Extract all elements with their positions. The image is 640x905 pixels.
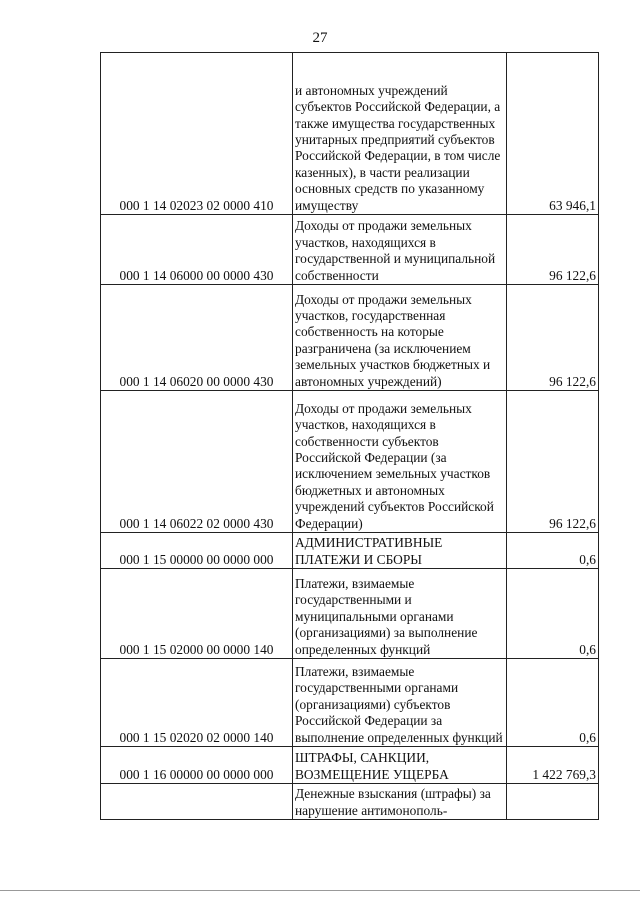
row-description: и автономных учреждений субъектов Российской Федерации, а также имущества государственных унитарных предприятий субъектов Российской Федерации, в том числе казенных), в части реализации основных средств по указанному имуществу: [293, 53, 507, 215]
table-row: [101, 533, 599, 569]
row-description: Доходы от продажи земельных участков, находящихся в собственности субъектов Российской Федерации (за исключением земельных участков бюджетных и автономных учреждений субъектов Российской Федерации): [293, 391, 507, 533]
page-number: 27: [312, 30, 328, 46]
row-amount: 0,6: [507, 569, 599, 659]
table-row: [101, 784, 599, 820]
row-description: АДМИНИСТРАТИВНЫЕ ПЛАТЕЖИ И СБОРЫ: [293, 533, 507, 569]
table-row: [101, 569, 599, 659]
row-description: Платежи, взимаемые государственными органами (организациями) субъектов Российской Федерации за выполнение определенных функций: [293, 659, 507, 747]
row-code: 000 1 16 00000 00 0000 000: [101, 747, 293, 784]
row-description: Доходы от продажи земельных участков, государственная собственность на которые разграничена (за исключением земельных участков бюджетных и автономных учреждений): [293, 285, 507, 391]
row-amount: 1 422 769,3: [507, 747, 599, 784]
row-amount: 96 122,6: [507, 215, 599, 285]
row-code: 000 1 14 02023 02 0000 410: [101, 53, 293, 215]
table-row: [101, 391, 599, 533]
row-description: ШТРАФЫ, САНКЦИИ, ВОЗМЕЩЕНИЕ УЩЕРБА: [293, 747, 507, 784]
table-row: [101, 285, 599, 391]
row-amount: [507, 784, 599, 820]
row-code: 000 1 14 06020 00 0000 430: [101, 285, 293, 391]
table-row: [101, 659, 599, 747]
table-row: [101, 53, 599, 215]
row-amount: 0,6: [507, 659, 599, 747]
row-code: 000 1 14 06000 00 0000 430: [101, 215, 293, 285]
row-amount: 0,6: [507, 533, 599, 569]
row-code: 000 1 14 06022 02 0000 430: [101, 391, 293, 533]
row-amount: 63 946,1: [507, 53, 599, 215]
row-description: Денежные взыскания (штрафы) за нарушение антимонополь-: [293, 784, 507, 820]
row-amount: 96 122,6: [507, 285, 599, 391]
page-bottom-divider: [0, 890, 640, 891]
row-code: 000 1 15 02000 00 0000 140: [101, 569, 293, 659]
row-code: 000 1 15 00000 00 0000 000: [101, 533, 293, 569]
row-description: Платежи, взимаемые государственными и муниципальными органами (организациями) за выполнение определенных функций: [293, 569, 507, 659]
row-description: Доходы от продажи земельных участков, находящихся в государственной и муниципальной собственности: [293, 215, 507, 285]
table-row: [101, 747, 599, 784]
revenue-table: [100, 52, 599, 820]
row-code: 000 1 15 02020 02 0000 140: [101, 659, 293, 747]
row-code: [101, 784, 293, 820]
row-amount: 96 122,6: [507, 391, 599, 533]
table-row: [101, 215, 599, 285]
